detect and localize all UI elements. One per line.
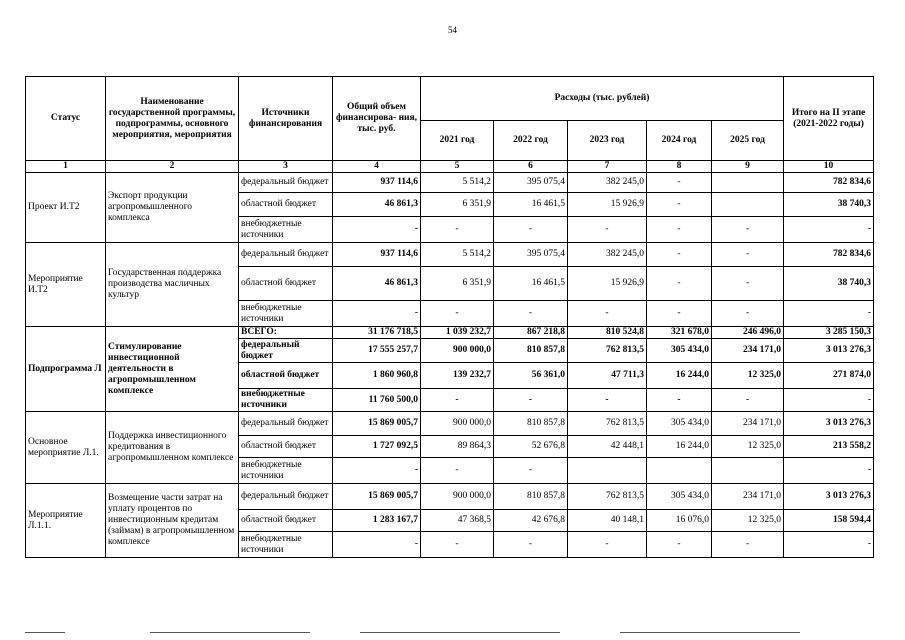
source-cell: областной бюджет <box>239 193 333 217</box>
total-cell: - <box>333 301 421 327</box>
year-value-cell: 15 926,9 <box>568 267 647 301</box>
source-cell: федеральный бюджет <box>239 412 333 436</box>
itogo-cell: 3 285 150,3 <box>784 327 874 339</box>
year-value-cell: 900 000,0 <box>421 484 494 510</box>
table-row <box>26 173 874 193</box>
budget-table <box>25 76 874 558</box>
year-value-cell: 305 434,0 <box>647 412 712 436</box>
header-itogo: Итого на II этапе (2021-2022 годы) <box>784 77 874 161</box>
year-value-cell: 12 325,0 <box>712 363 784 389</box>
year-value-cell: 12 325,0 <box>712 510 784 532</box>
year-value-cell: 382 245,0 <box>568 173 647 193</box>
year-value-cell: - <box>647 193 712 217</box>
year-value-cell: 810 857,8 <box>494 412 568 436</box>
year-value-cell: 42 676,8 <box>494 510 568 532</box>
source-cell: федеральный бюджет <box>239 173 333 193</box>
header-status: Статус <box>26 77 106 161</box>
name-cell: Экспорт продукции агропромышленного комплекса <box>106 173 239 243</box>
year-value-cell <box>712 173 784 193</box>
footer-divider <box>360 632 560 633</box>
year-value-cell: 5 514,2 <box>421 243 494 267</box>
year-value-cell: - <box>712 532 784 558</box>
header-name: Наименование государственной программы, подпрограммы, основного мероприятия, мероприятия <box>106 77 239 161</box>
header-year-2021: 2021 год <box>421 121 494 161</box>
total-cell: 1 860 960,8 <box>333 363 421 389</box>
table-row <box>26 484 874 510</box>
index-cell: 10 <box>784 161 874 173</box>
year-value-cell: 42 448,1 <box>568 436 647 458</box>
header-total: Общий объем финансирова- ния, тыс. руб. <box>333 77 421 161</box>
name-cell: Возмещение части затрат на уплату процентов по инвестиционным кредитам (займам) в агропромышленном комплексе <box>106 484 239 558</box>
index-cell: 3 <box>239 161 333 173</box>
year-value-cell: 40 148,1 <box>568 510 647 532</box>
year-value-cell: 762 813,5 <box>568 412 647 436</box>
itogo-cell: 782 834,6 <box>784 243 874 267</box>
year-value-cell: 867 218,8 <box>494 327 568 339</box>
source-cell: внебюджетные источники <box>239 389 333 412</box>
year-value-cell: 12 325,0 <box>712 436 784 458</box>
year-value-cell: - <box>421 532 494 558</box>
year-value-cell: 762 813,5 <box>568 339 647 363</box>
year-value-cell: 16 461,5 <box>494 193 568 217</box>
year-value-cell: - <box>712 389 784 412</box>
itogo-cell: - <box>784 532 874 558</box>
year-value-cell: 246 496,0 <box>712 327 784 339</box>
year-value-cell: - <box>568 301 647 327</box>
year-value-cell: 16 244,0 <box>647 363 712 389</box>
name-cell: Стимулирование инвестиционной деятельности в агропромышленном комплексе <box>106 327 239 412</box>
page-number: 54 <box>448 25 457 35</box>
itogo-cell: 38 740,3 <box>784 267 874 301</box>
year-value-cell: 810 857,8 <box>494 484 568 510</box>
total-cell: 937 114,6 <box>333 173 421 193</box>
source-cell: областной бюджет <box>239 436 333 458</box>
year-value-cell: 234 171,0 <box>712 484 784 510</box>
year-value-cell: - <box>712 217 784 243</box>
source-cell: областной бюджет <box>239 363 333 389</box>
footer-divider <box>150 632 310 633</box>
itogo-cell: 3 013 276,3 <box>784 412 874 436</box>
year-value-cell: 15 926,9 <box>568 193 647 217</box>
total-cell: 46 861,3 <box>333 267 421 301</box>
year-value-cell: 900 000,0 <box>421 412 494 436</box>
total-cell: 937 114,6 <box>333 243 421 267</box>
year-value-cell: 762 813,5 <box>568 484 647 510</box>
year-value-cell: 305 434,0 <box>647 484 712 510</box>
total-cell: 1 283 167,7 <box>333 510 421 532</box>
year-value-cell: - <box>421 458 494 484</box>
itogo-cell: 3 013 276,3 <box>784 339 874 363</box>
index-cell: 6 <box>494 161 568 173</box>
source-cell: федеральный бюджет <box>239 243 333 267</box>
year-value-cell: - <box>647 243 712 267</box>
total-cell: 11 760 500,0 <box>333 389 421 412</box>
total-cell: 15 869 005,7 <box>333 484 421 510</box>
year-value-cell: 234 171,0 <box>712 412 784 436</box>
year-value-cell: - <box>568 532 647 558</box>
header-sources: Источники финансирования <box>239 77 333 161</box>
header-year-2024: 2024 год <box>647 121 712 161</box>
itogo-cell: 213 558,2 <box>784 436 874 458</box>
year-value-cell <box>712 458 784 484</box>
total-cell: - <box>333 532 421 558</box>
year-value-cell: 395 075,4 <box>494 243 568 267</box>
footer-divider <box>25 632 65 633</box>
year-value-cell: - <box>647 301 712 327</box>
year-value-cell: - <box>712 243 784 267</box>
itogo-cell: - <box>784 217 874 243</box>
source-cell: внебюджетные источники <box>239 301 333 327</box>
itogo-cell: 38 740,3 <box>784 193 874 217</box>
year-value-cell: 321 678,0 <box>647 327 712 339</box>
index-cell: 5 <box>421 161 494 173</box>
year-value-cell <box>712 193 784 217</box>
year-value-cell: 47 711,3 <box>568 363 647 389</box>
total-cell: 15 869 005,7 <box>333 412 421 436</box>
itogo-cell: - <box>784 301 874 327</box>
year-value-cell: - <box>494 532 568 558</box>
year-value-cell: - <box>647 389 712 412</box>
itogo-cell: 158 594,4 <box>784 510 874 532</box>
source-cell: областной бюджет <box>239 267 333 301</box>
year-value-cell: - <box>494 458 568 484</box>
year-value-cell: - <box>494 389 568 412</box>
year-value-cell: - <box>712 301 784 327</box>
year-value-cell: - <box>421 389 494 412</box>
name-cell: Государственная поддержка производства масличных культур <box>106 243 239 327</box>
name-cell: Поддержка инвестиционного кредитования в агропромышленном комплексе <box>106 412 239 484</box>
index-cell: 8 <box>647 161 712 173</box>
year-value-cell <box>568 458 647 484</box>
year-value-cell: - <box>494 301 568 327</box>
year-value-cell: 89 864,3 <box>421 436 494 458</box>
year-value-cell: - <box>647 173 712 193</box>
status-cell: Подпрограмма Л <box>26 327 106 412</box>
year-value-cell: 5 514,2 <box>421 173 494 193</box>
source-cell: федеральный бюджет <box>239 484 333 510</box>
year-value-cell: - <box>647 532 712 558</box>
itogo-cell: - <box>784 458 874 484</box>
table-row <box>26 327 874 339</box>
source-cell: внебюджетные источники <box>239 458 333 484</box>
itogo-cell: 3 013 276,3 <box>784 484 874 510</box>
year-value-cell: 810 857,8 <box>494 339 568 363</box>
year-value-cell: 382 245,0 <box>568 243 647 267</box>
index-cell: 2 <box>106 161 239 173</box>
year-value-cell: 1 039 232,7 <box>421 327 494 339</box>
year-value-cell: - <box>568 389 647 412</box>
year-value-cell: - <box>494 217 568 243</box>
year-value-cell: 6 351,9 <box>421 267 494 301</box>
year-value-cell: 810 524,8 <box>568 327 647 339</box>
index-cell: 1 <box>26 161 106 173</box>
index-cell: 9 <box>712 161 784 173</box>
year-value-cell: 139 232,7 <box>421 363 494 389</box>
year-value-cell: 900 000,0 <box>421 339 494 363</box>
year-value-cell: - <box>568 217 647 243</box>
total-cell: 17 555 257,7 <box>333 339 421 363</box>
table-body <box>26 173 874 558</box>
total-cell: - <box>333 458 421 484</box>
footer-divider <box>620 632 800 633</box>
year-value-cell: - <box>712 267 784 301</box>
year-value-cell: 234 171,0 <box>712 339 784 363</box>
source-cell: внебюджетные источники <box>239 532 333 558</box>
itogo-cell: 782 834,6 <box>784 173 874 193</box>
total-cell: 31 176 718,5 <box>333 327 421 339</box>
total-cell: 46 861,3 <box>333 193 421 217</box>
year-value-cell: 16 076,0 <box>647 510 712 532</box>
year-value-cell: - <box>421 301 494 327</box>
total-cell: 1 727 092,5 <box>333 436 421 458</box>
status-cell: Проект И.Т2 <box>26 173 106 243</box>
source-cell: областной бюджет <box>239 510 333 532</box>
status-cell: Основное мероприятие Л.1. <box>26 412 106 484</box>
year-value-cell: 56 361,0 <box>494 363 568 389</box>
source-cell: внебюджетные источники <box>239 217 333 243</box>
table-row <box>26 243 874 267</box>
index-cell: 7 <box>568 161 647 173</box>
year-value-cell: 16 461,5 <box>494 267 568 301</box>
year-value-cell: 16 244,0 <box>647 436 712 458</box>
header-year-2022: 2022 год <box>494 121 568 161</box>
status-cell: Мероприятие Л.1.1. <box>26 484 106 558</box>
index-cell: 4 <box>333 161 421 173</box>
year-value-cell: 6 351,9 <box>421 193 494 217</box>
year-value-cell: 305 434,0 <box>647 339 712 363</box>
year-value-cell <box>647 458 712 484</box>
source-cell: федеральный бюджет <box>239 339 333 363</box>
table-row <box>26 412 874 436</box>
year-value-cell: 395 075,4 <box>494 173 568 193</box>
year-value-cell: - <box>421 217 494 243</box>
itogo-cell: 271 874,0 <box>784 363 874 389</box>
year-value-cell: - <box>647 267 712 301</box>
itogo-cell: - <box>784 389 874 412</box>
total-cell: - <box>333 217 421 243</box>
status-cell: Мероприятие И.Т2 <box>26 243 106 327</box>
year-value-cell: - <box>647 217 712 243</box>
source-cell: ВСЕГО: <box>239 327 333 339</box>
year-value-cell: 52 676,8 <box>494 436 568 458</box>
column-index-row <box>26 161 874 173</box>
year-value-cell: 47 368,5 <box>421 510 494 532</box>
header-year-2025: 2025 год <box>712 121 784 161</box>
header-expenses: Расходы (тыс. рублей) <box>421 77 784 121</box>
header-year-2023: 2023 год <box>568 121 647 161</box>
